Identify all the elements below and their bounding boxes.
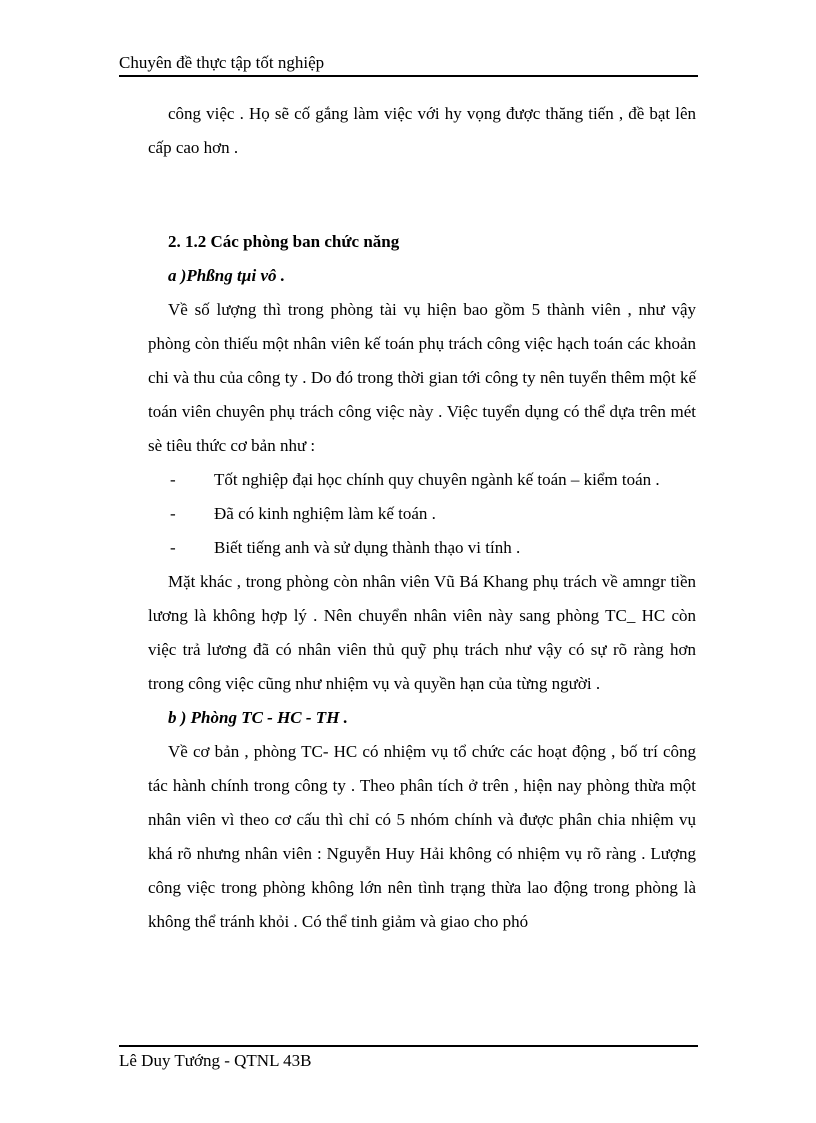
bullet-dash: - <box>170 538 176 557</box>
subsection-a-heading: a )Phßng tµi vô . <box>168 266 285 285</box>
bullet-dash: - <box>170 504 176 523</box>
page-header: Chuyên đề thực tập tốt nghiệp <box>119 53 325 72</box>
subsection-b-heading: b ) Phòng TC - HC - TH . <box>168 708 348 727</box>
paragraph-a1: Về số lượng thì trong phòng tài vụ hiện bao gồm 5 thành viên , như vậy phòng còn thiếu một nhân viên kế toán phụ trách công việc hạch toán các khoản chi và thu của công ty . Do đó trong thời gian tới công ty nên tuyển thêm một kế toán viên chuyên phụ trách công việc này . Việc tuyển dụng có thể dựa trên mét sè tiêu thức cơ bản như : <box>148 300 696 455</box>
paragraph-b1: Về cơ bản , phòng TC- HC có nhiệm vụ tổ chức các hoạt động , bố trí công tác hành chính trong công ty . Theo phân tích ở trên , hiện nay phòng thừa một nhân viên vì theo cơ cấu thì chỉ có 5 nhóm chính và được phân chia nhiệm vụ khá rõ nhưng nhân viên : Nguyễn Huy Hải không có nhiệm vụ rõ ràng . Lượng công việc trong phòng không lớn nên tình trạng thừa lao động trong phòng là không thể tránh khỏi . Có thể tinh giảm và giao cho phó <box>148 742 696 931</box>
document-body <box>148 97 696 939</box>
paragraph-a2: Mặt khác , trong phòng còn nhân viên Vũ Bá Khang phụ trách về amngr tiền lương là không hợp lý . Nên chuyển nhân viên này sang phòng TC_ HC còn việc trả lương đã có nhân viên thủ quỹ phụ trách như vậy có sự rõ ràng hơn trong công việc cũng như nhiệm vụ và quyền hạn của từng người . <box>148 572 696 693</box>
header-divider <box>119 75 698 77</box>
section-spacer <box>148 165 696 225</box>
footer-divider <box>119 1045 698 1047</box>
intro-paragraph: công việc . Họ sẽ cố gắng làm việc với hy vọng được thăng tiến , đề bạt lên cấp cao hơn . <box>148 104 696 157</box>
bullet-item <box>148 497 696 531</box>
bullet-dash: - <box>170 470 176 489</box>
section-heading: 2. 1.2 Các phòng ban chức năng <box>168 232 400 251</box>
bullet-item <box>148 531 696 565</box>
bullet-item <box>148 463 696 497</box>
bullet-text: Biết tiếng anh và sử dụng thành thạo vi tính . <box>214 538 521 557</box>
page-footer: Lê Duy Tướng - QTNL 43B <box>119 1051 312 1070</box>
bullet-text: Đã có kinh nghiệm làm kế toán . <box>214 504 436 523</box>
bullet-text: Tốt nghiệp đại học chính quy chuyên ngành kế toán – kiểm toán . <box>214 470 660 489</box>
